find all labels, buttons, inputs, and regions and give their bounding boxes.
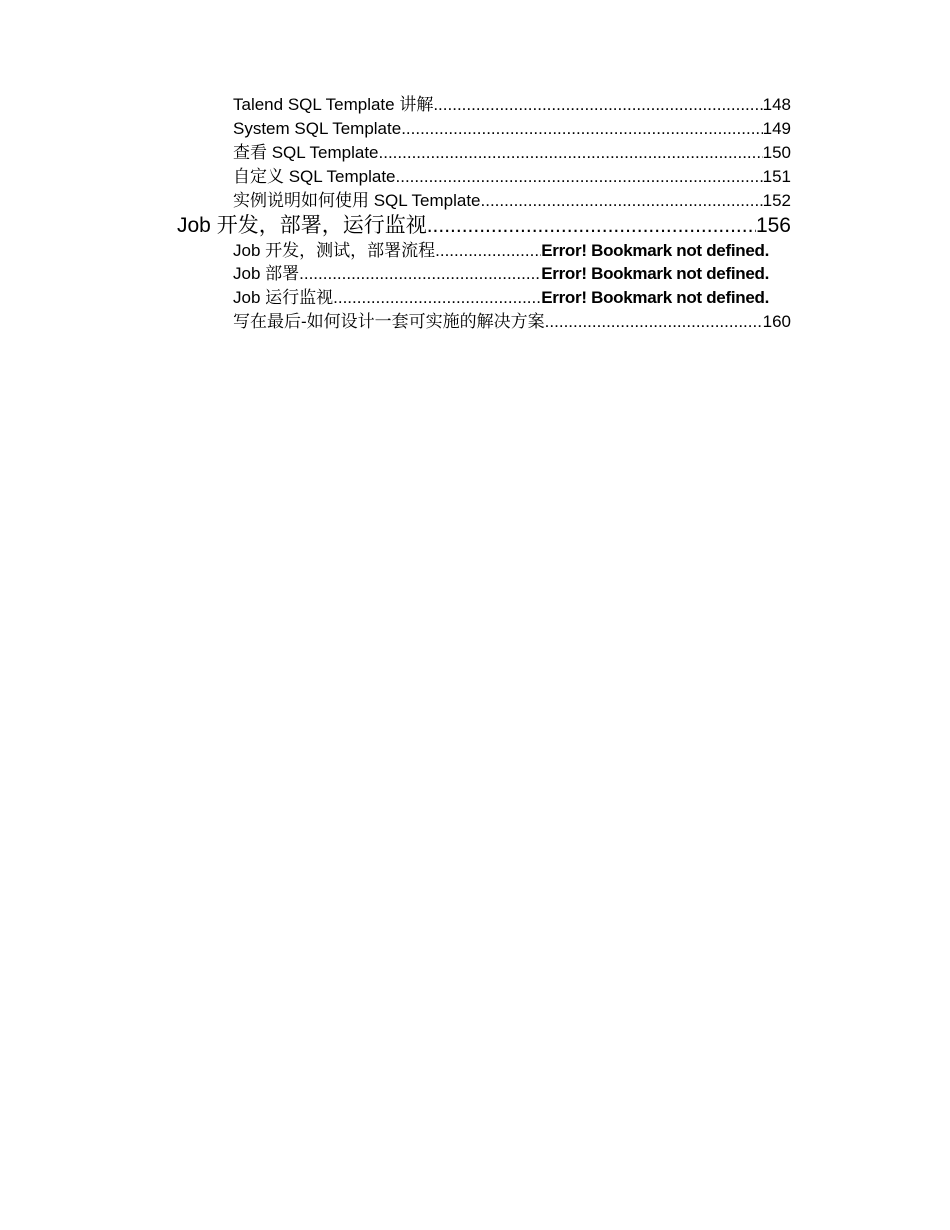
toc-entry-title: System SQL Template [233, 119, 402, 138]
toc-entry-title: 自定义 SQL Template [233, 167, 396, 186]
toc-chapter-page: 156 [755, 214, 791, 237]
toc-dot-leader [379, 142, 763, 164]
toc-entry-page: 152 [762, 191, 791, 210]
toc-entry[interactable] [233, 287, 769, 309]
toc-dot-leader [481, 190, 763, 212]
toc-dot-leader [427, 213, 756, 239]
bookmark-error-text: Error! Bookmark not defined. [541, 288, 769, 307]
toc-entry-title: 查看 SQL Template [233, 143, 379, 162]
toc-dot-leader [396, 166, 763, 188]
toc-entry-title: 实例说明如何使用 SQL Template [233, 191, 481, 210]
toc-entry-page: 148 [762, 95, 791, 114]
toc-dot-leader [435, 240, 541, 262]
toc-entry-page: 150 [762, 143, 791, 162]
toc-chapter-entry[interactable] [177, 213, 791, 239]
toc-entry[interactable] [233, 240, 769, 262]
toc-dot-leader [401, 118, 762, 140]
toc-dot-leader [299, 263, 541, 285]
toc-entry[interactable] [233, 118, 791, 140]
toc-entry[interactable] [233, 142, 791, 164]
toc-entry-title: Job 开发，测试，部署流程 [233, 241, 436, 260]
toc-entry[interactable] [233, 166, 791, 188]
toc-dot-leader [545, 311, 763, 333]
toc-entry-page: 151 [762, 167, 791, 186]
toc-entry[interactable] [233, 190, 791, 212]
toc-dot-leader [333, 287, 541, 309]
toc-entry[interactable] [233, 263, 769, 285]
toc-entry-title: Job 部署 [233, 264, 300, 283]
toc-entry-title: Job 运行监视 [233, 288, 334, 307]
toc-entry-title: Talend SQL Template 讲解 [233, 95, 434, 114]
toc-entry-title: 写在最后-如何设计一套可实施的解决方案 [233, 312, 545, 331]
toc-entry-page: 149 [762, 119, 791, 138]
toc-chapter-title: Job 开发，部署，运行监视 [177, 214, 427, 237]
bookmark-error-text: Error! Bookmark not defined. [541, 264, 769, 283]
bookmark-error-text: Error! Bookmark not defined. [541, 241, 769, 260]
toc-entry[interactable] [233, 311, 791, 333]
toc-entry[interactable] [233, 94, 791, 116]
toc-entry-page: 160 [762, 312, 791, 331]
toc-dot-leader [433, 94, 762, 116]
